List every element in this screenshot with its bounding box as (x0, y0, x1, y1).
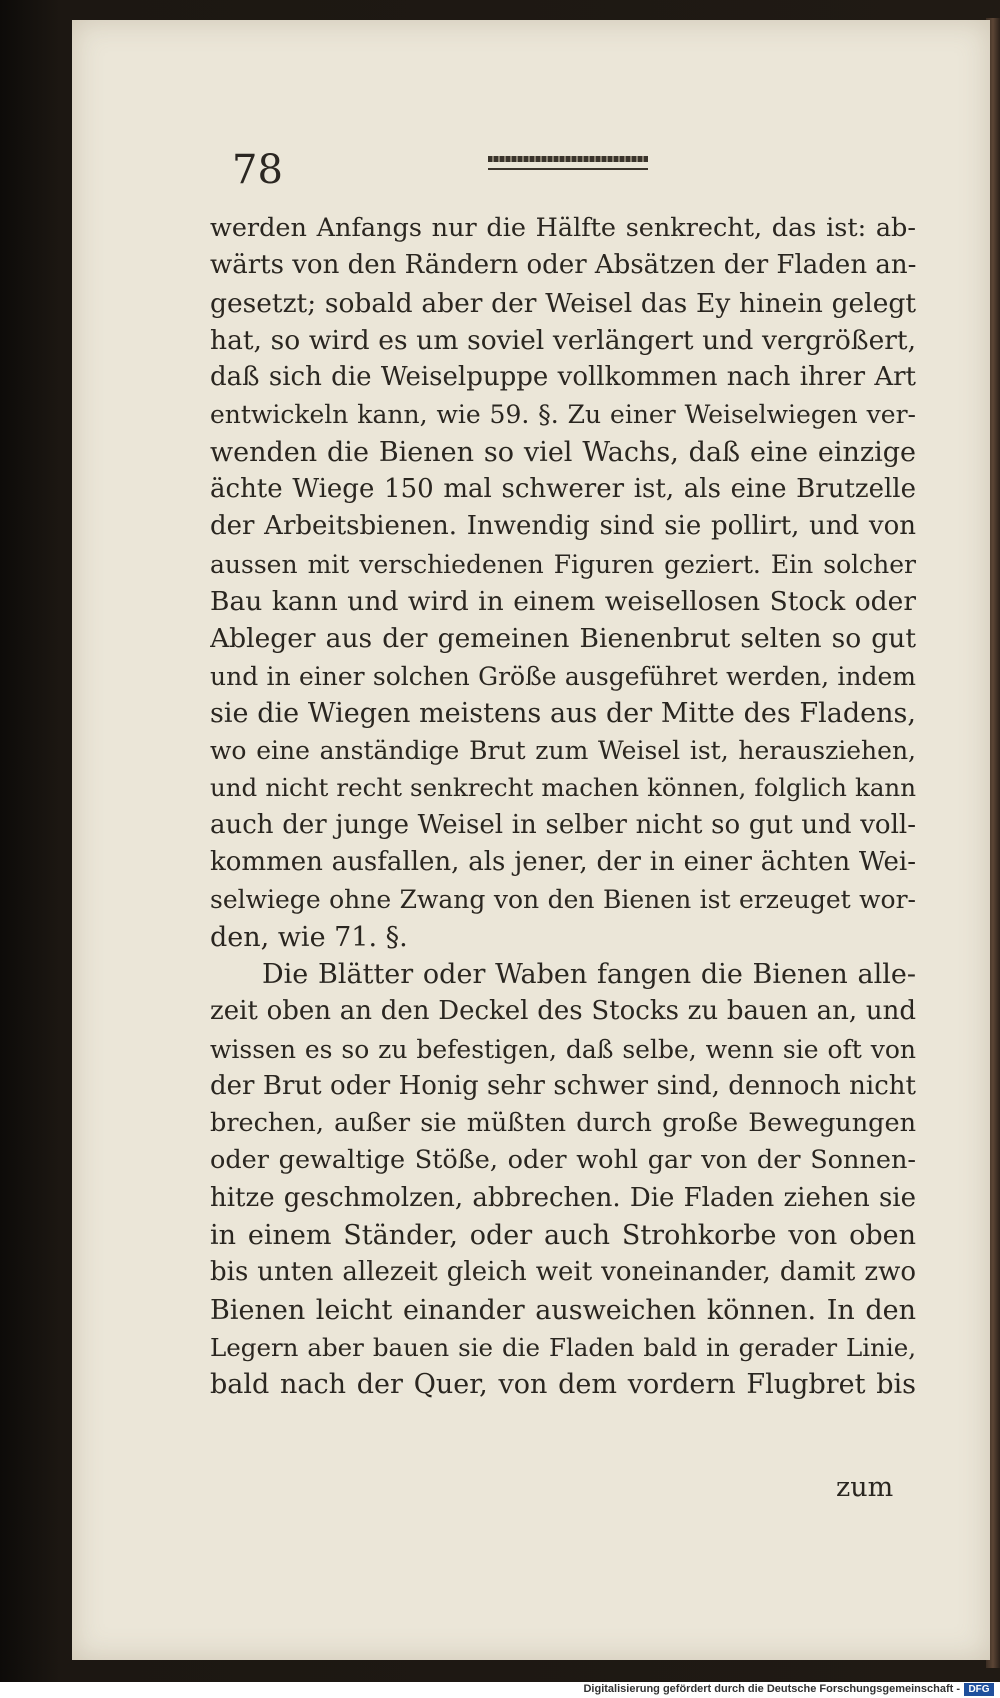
header-ornament (488, 156, 648, 174)
text-line: bis unten allezeit gleich weit voneinander, damit zwo (210, 1257, 916, 1288)
body-text (210, 210, 916, 1404)
ornament-bar-bottom (488, 168, 648, 170)
text-line: und in einer solchen Größe ausgeführet werden, indem (210, 661, 916, 691)
text-line: der Brut oder Honig sehr schwer sind, dennoch nicht (210, 1070, 916, 1101)
text-line: kommen ausfallen, als jener, der in einer ächten Wei- (210, 847, 916, 878)
text-line: entwickeln kann, wie 59. §. Zu einer Weiselwiegen ver- (210, 400, 916, 430)
text-line: sie die Wiegen meistens aus der Mitte des Fladens, (210, 697, 916, 729)
page-number: 78 (232, 147, 283, 193)
text-line: Ableger aus der gemeinen Bienenbrut selten so gut (210, 623, 916, 655)
text-line: ächte Wiege 150 mal schwerer ist, als eine Brutzelle (210, 474, 916, 505)
text-line: brechen, außer sie müßten durch große Bewegungen (210, 1108, 916, 1139)
text-line: wissen es so zu befestigen, daß selbe, wenn sie oft von (210, 1034, 916, 1064)
text-line: auch der junge Weisel in selber nicht so gut und voll- (210, 809, 916, 840)
text-line: wo eine anständige Brut zum Weisel ist, herausziehen, (210, 736, 916, 766)
text-line: gesetzt; sobald aber der Weisel das Ey hinein gelegt (210, 287, 916, 319)
text-line: wenden die Bienen so viel Wachs, daß eine einzige (210, 436, 916, 468)
text-line: daß sich die Weiselpuppe vollkommen nach ihrer Art (210, 362, 916, 393)
ornament-bar-top (488, 156, 648, 162)
footer-credit: Digitalisierung gefördert durch die Deutsche Forschungsgemeinschaft - (583, 1683, 960, 1695)
text-line: der Arbeitsbienen. Inwendig sind sie pollirt, und von (210, 511, 916, 542)
text-line: selwiege ohne Zwang von den Bienen ist erzeuget wor- (210, 885, 916, 915)
text-line: Bau kann und wird in einem weisellosen Stock oder (210, 585, 916, 617)
text-line: Legern aber bauen sie die Fladen bald in gerader Linie, (210, 1332, 916, 1362)
text-line: oder gewaltige Stöße, oder wohl gar von der Sonnen- (210, 1145, 916, 1176)
paragraph-start-line: Die Blätter oder Waben fangen die Bienen alle- (262, 958, 916, 990)
text-line: den, wie 71. §. (210, 921, 408, 953)
dfg-logo: DFG (964, 1683, 994, 1696)
text-line: werden Anfangs nur die Hälfte senkrecht, das ist: ab- (210, 213, 916, 243)
text-line: in einem Ständer, oder auch Strohkorbe von oben (210, 1220, 916, 1252)
text-line: hitze geschmolzen, abbrechen. Die Fladen ziehen sie (210, 1182, 916, 1213)
text-line: Bienen leicht einander ausweichen können. In den (210, 1294, 916, 1326)
text-line: zeit oben an den Deckel des Stocks zu bauen an, und (210, 996, 916, 1027)
text-line: bald nach der Quer, von dem vordern Flugbret bis (210, 1369, 916, 1401)
text-line: wärts von den Rändern oder Absätzen der Fladen an- (210, 250, 916, 281)
catchword: zum (836, 1472, 894, 1503)
text-line: und nicht recht senkrecht machen können, folglich kann (210, 773, 916, 803)
digitization-footer (0, 1682, 1000, 1698)
text-line: aussen mit verschiedenen Figuren geziert. Ein solcher (210, 549, 916, 579)
text-line: hat, so wird es um soviel verlängert und vergrößert, (210, 324, 916, 356)
